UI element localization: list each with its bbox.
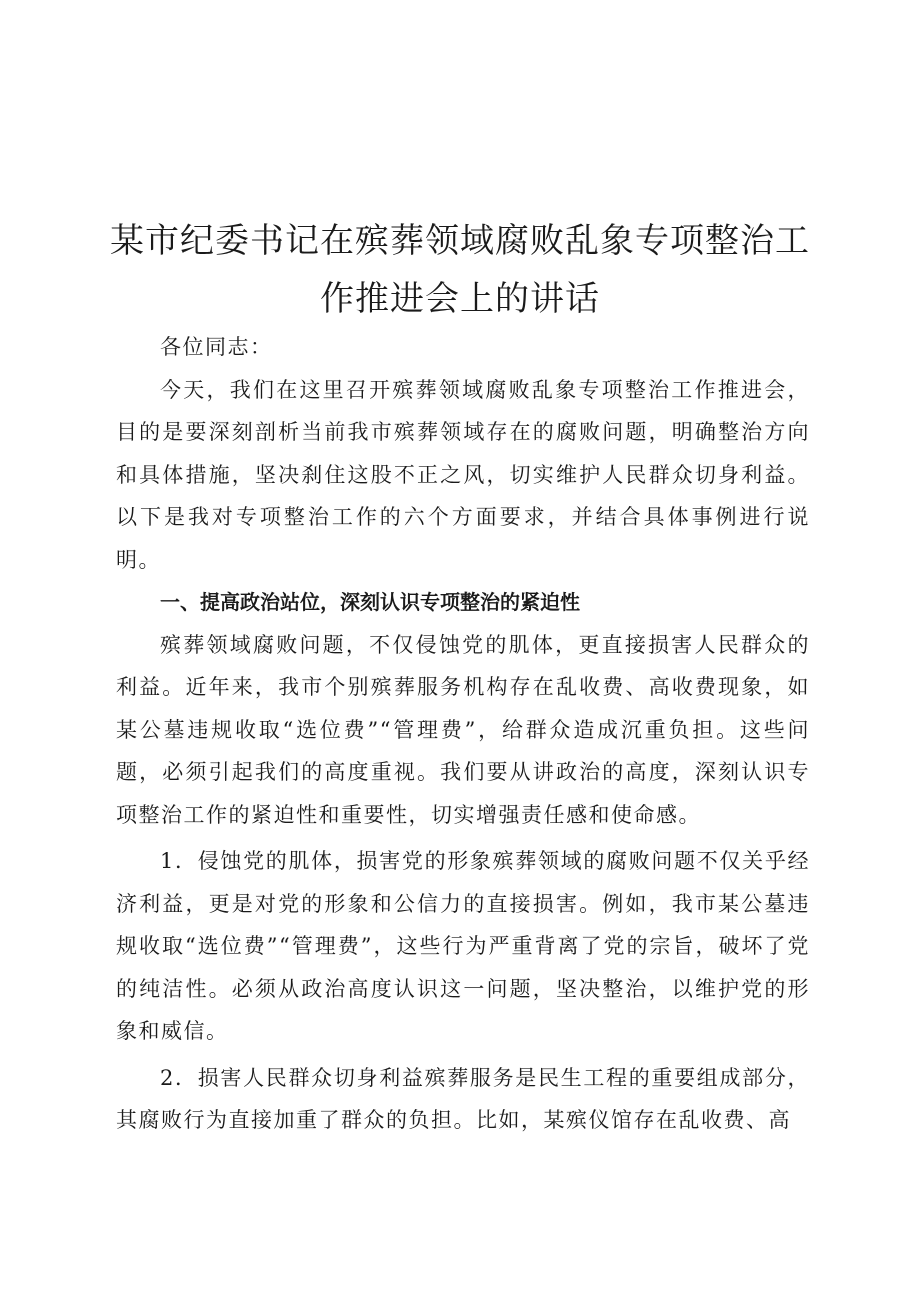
title-line-1: 某市纪委书记在殡葬领域腐败乱象专项整治工 bbox=[110, 221, 810, 261]
salutation: 各位同志： bbox=[160, 335, 273, 359]
section-heading-1: 一、提高政治站位，深刻认识专项整治的紧迫性 bbox=[160, 590, 580, 614]
document-title bbox=[100, 212, 820, 328]
document-body bbox=[116, 326, 810, 1142]
point-1-paragraph: 1．侵蚀党的肌体，损害党的形象殡葬领域的腐败问题不仅关乎经济利益，更是对党的形象和公信力的直接损害。例如，我市某公墓违规收取“选位费”“管理费”，这些行为严重背离了党的宗旨，破坏了党的纯洁性。必须从政治高度认识这一问题，坚决整治，以维护党的形象和威信。 bbox=[116, 849, 810, 1043]
title-line-2: 作推进会上的讲话 bbox=[320, 279, 600, 319]
point-2-paragraph: 2．损害人民群众切身利益殡葬服务是民生工程的重要组成部分，其腐败行为直接加重了群众的负担。比如，某殡仪馆存在乱收费、高 bbox=[116, 1065, 810, 1132]
intro-paragraph: 今天，我们在这里召开殡葬领域腐败乱象专项整治工作推进会，目的是要深刻剖析当前我市殡葬领域存在的腐败问题，明确整治方向和具体措施，坚决刹住这股不正之风，切实维护人民群众切身利益。以下是我对专项整治工作的六个方面要求，并结合具体事例进行说明。 bbox=[116, 377, 810, 572]
section-1-paragraph: 殡葬领域腐败问题，不仅侵蚀党的肌体，更直接损害人民群众的利益。近年来，我市个别殡葬服务机构存在乱收费、高收费现象，如某公墓违规收取“选位费”“管理费”，给群众造成沉重负担。这些问题，必须引起我们的高度重视。我们要从讲政治的高度，深刻认识专项整治工作的紧迫性和重要性，切实增强责任感和使命感。 bbox=[116, 632, 810, 827]
